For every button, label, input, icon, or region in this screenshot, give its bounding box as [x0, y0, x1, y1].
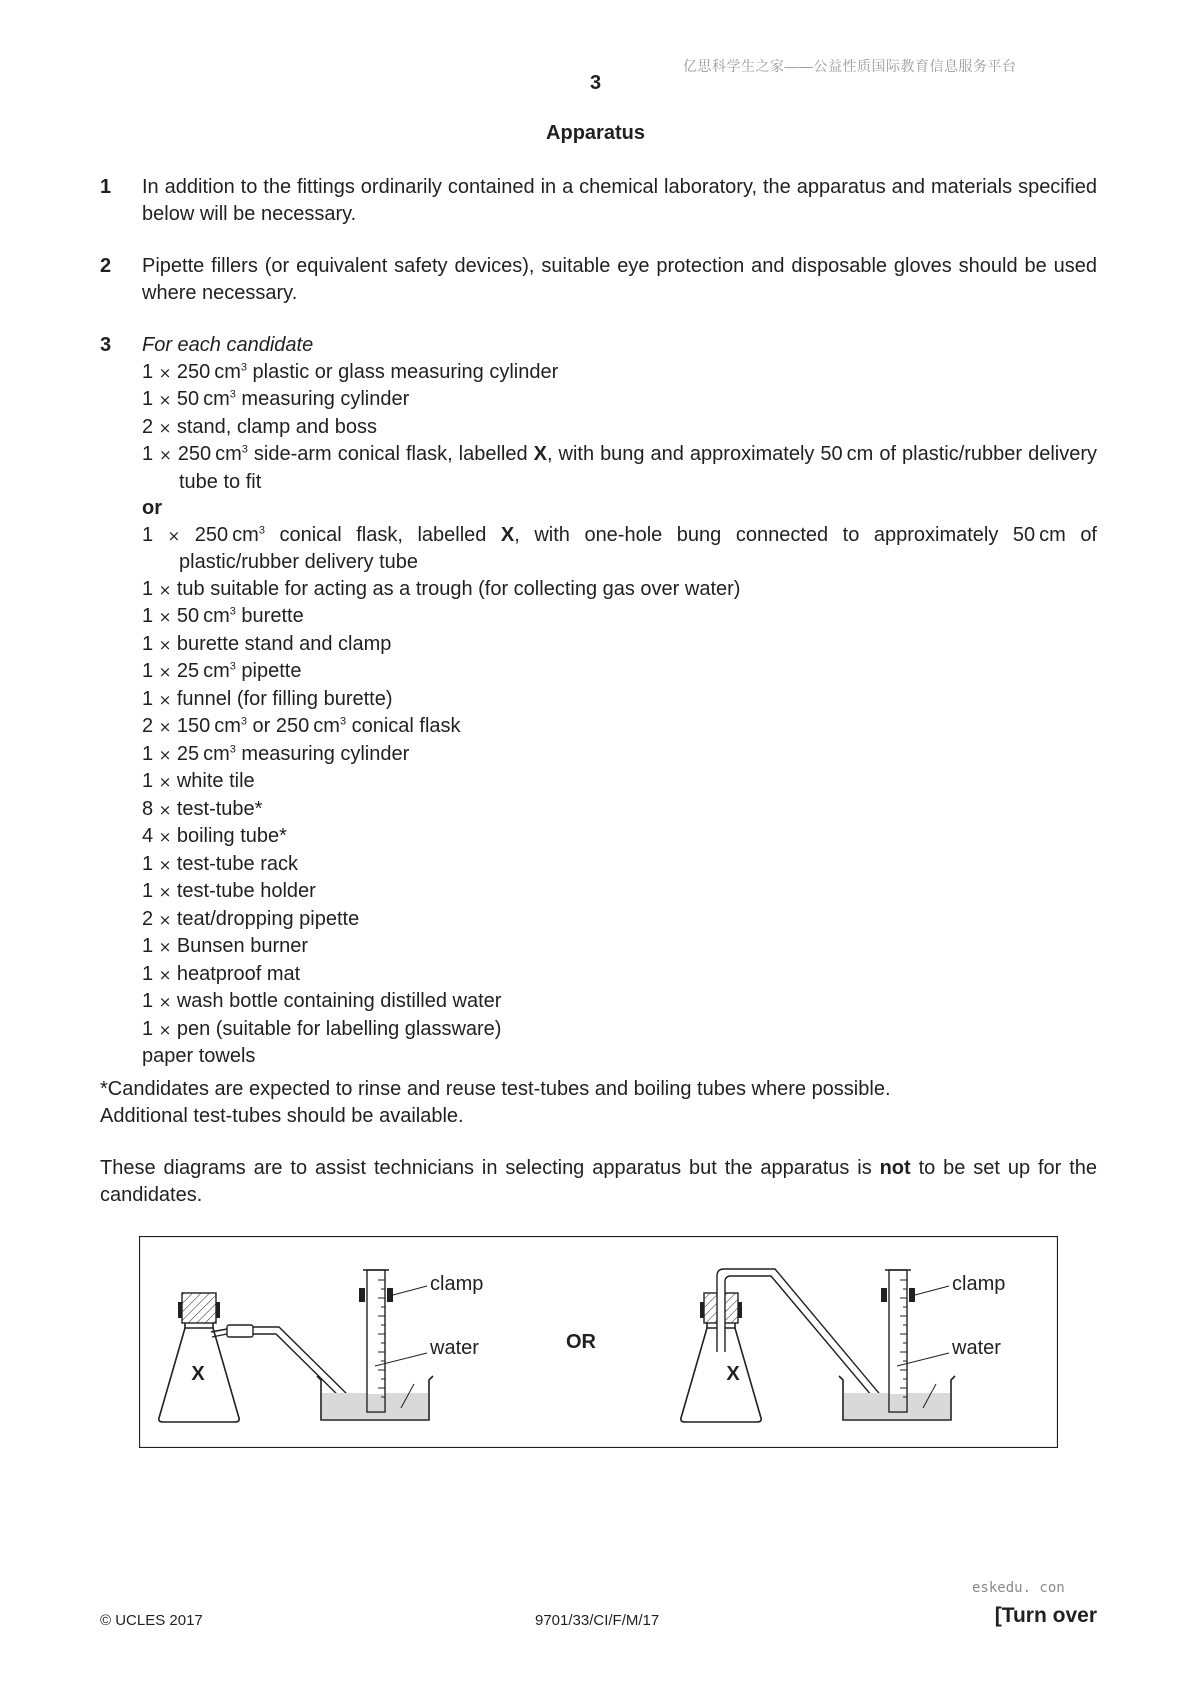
times-symbol: × — [158, 773, 172, 791]
times-symbol: × — [158, 965, 172, 984]
list-item: 1 × Bunsen burner — [142, 935, 309, 957]
apparatus-diagram — [139, 1236, 1058, 1448]
section-heading: Apparatus — [546, 122, 645, 144]
times-symbol: × — [158, 1020, 172, 1039]
quantity: 1 — [142, 852, 154, 875]
list-item: 1 × test-tube rack — [142, 852, 298, 875]
list-item: 1 × 25 $cm^3$ measuring cylinder — [142, 742, 410, 765]
times-symbol: × — [158, 608, 172, 626]
measuring-cylinder — [367, 1270, 385, 1412]
side-arm-flask-setup — [159, 1270, 484, 1422]
times-symbol: × — [158, 993, 172, 1011]
clamp-label: clamp — [430, 1273, 484, 1295]
or-separator: or — [142, 497, 162, 519]
or-label: OR — [566, 1331, 596, 1353]
item-text: Pipette fillers (or equivalent safety devices), suitable eye protection and disposable gloves should be used where necessary. — [142, 255, 1097, 304]
water-label: water — [952, 1337, 1001, 1359]
list-item: 2 × 150 $cm^3$ or 250 $cm^3$ conical flask — [142, 715, 461, 737]
list-item: 1 × wash bottle containing distilled water — [142, 990, 502, 1012]
diagram-note: These diagrams are to assist technicians in selecting apparatus but the apparatus is not to be set up for the candidates. — [100, 1157, 1097, 1206]
quantity: 1 — [142, 990, 154, 1012]
rubber-connector — [227, 1325, 253, 1337]
paper-code: 9701/33/CI/F/M/17 — [535, 1612, 660, 1629]
water-label: water — [430, 1337, 479, 1359]
times-symbol: × — [158, 883, 172, 901]
times-symbol: × — [158, 635, 172, 654]
quantity: 1 — [142, 388, 154, 410]
list-item: 1 × 25 $cm^3$ pipette — [142, 660, 302, 682]
page-number: 3 — [589, 72, 602, 94]
times-symbol: × — [158, 910, 172, 929]
times-symbol: × — [158, 391, 172, 409]
quantity: 1 — [142, 632, 154, 655]
note-line: *Candidates are expected to rinse and reuse test-tubes and boiling tubes where possible. — [100, 1078, 891, 1100]
list-item: 1 × 50 $cm^3$ measuring cylinder — [142, 388, 410, 410]
list-item: 1 × pen (suitable for labelling glassware) — [142, 1017, 502, 1040]
quantity: 1 — [142, 962, 154, 985]
list-item: 1 × white tile — [142, 770, 255, 792]
quantity: 1 — [142, 360, 154, 383]
times-symbol: × — [167, 526, 181, 545]
apparatus-diagram-svg — [139, 1236, 1058, 1448]
quantity: 1 — [142, 687, 154, 710]
watermark-text: 亿思科学生之家——公益性质国际教育信息服务平台 — [683, 58, 1017, 74]
times-symbol: × — [159, 446, 172, 464]
flask-label-x: X — [191, 1363, 205, 1385]
conical-flask-setup — [681, 1269, 1006, 1422]
apparatus-list — [142, 332, 1097, 1070]
emphasis-not: not — [879, 1157, 911, 1179]
note-paragraph — [100, 1076, 1097, 1129]
item-number: 2 — [100, 255, 112, 277]
times-symbol: × — [158, 690, 172, 709]
measuring-cylinder — [889, 1270, 907, 1412]
list-item: 1 × 250 $cm^3$ conical flask, labelled X, with one-hole bung connected to approximately 50 cm of plastic/rubber delivery tube — [142, 523, 1097, 573]
list-item: 1 × 250 $cm^3$ side-arm conical flask, labelled X, with bung and approximately 50 cm of plastic/rubber delivery tube to fit — [142, 443, 1097, 493]
item-3 — [100, 332, 1097, 1070]
list-item: 8 × test-tube* — [142, 797, 263, 820]
times-symbol: × — [158, 580, 172, 599]
list-item: 4 × boiling tube* — [142, 825, 287, 847]
clamp-jaw — [881, 1288, 887, 1302]
item-2 — [100, 253, 1097, 306]
copyright: © UCLES 2017 — [100, 1612, 203, 1629]
list-item: 1 × tub suitable for acting as a trough (for collecting gas over water) — [142, 577, 741, 600]
quantity: 2 — [142, 907, 154, 930]
quantity: 1 — [142, 523, 154, 546]
times-symbol: × — [158, 800, 172, 819]
flask-label-x: X — [726, 1363, 740, 1385]
list-item: paper towels — [142, 1045, 256, 1067]
times-symbol: × — [158, 938, 172, 956]
times-symbol: × — [158, 418, 172, 437]
bung — [182, 1293, 216, 1323]
list-item: 1 × burette stand and clamp — [142, 632, 392, 655]
list-item: 2 × teat/dropping pipette — [142, 907, 360, 930]
item-1 — [100, 174, 1097, 227]
list-item: 1 × funnel (for filling burette) — [142, 687, 393, 710]
quantity: 8 — [142, 797, 154, 820]
item-number: 3 — [100, 334, 112, 356]
item-number: 1 — [100, 176, 112, 198]
item-text: In addition to the fittings ordinarily contained in a chemical laboratory, the apparatus and materials specified below will be necessary. — [142, 176, 1097, 225]
quantity: 1 — [142, 770, 154, 792]
turn-over: [Turn over — [994, 1604, 1097, 1627]
times-symbol: × — [158, 363, 172, 382]
times-symbol: × — [158, 828, 172, 846]
quantity: 1 — [142, 935, 154, 957]
quantity: 1 — [142, 880, 154, 902]
quantity: 1 — [142, 742, 154, 765]
times-symbol: × — [158, 718, 172, 736]
quantity: 1 — [142, 605, 154, 627]
quantity: 2 — [142, 415, 154, 438]
times-symbol: × — [158, 745, 172, 764]
note-line: Additional test-tubes should be available. — [100, 1104, 464, 1127]
quantity: 1 — [142, 660, 154, 682]
clamp-label: clamp — [952, 1273, 1006, 1295]
list-intro: For each candidate — [142, 334, 314, 356]
times-symbol: × — [158, 855, 172, 874]
list-item: 1 × test-tube holder — [142, 880, 316, 902]
times-symbol: × — [158, 663, 172, 681]
quantity: 1 — [142, 443, 154, 465]
list-item: 1 × 250 $cm^3$ plastic or glass measuring cylinder — [142, 360, 559, 383]
quantity: 1 — [142, 577, 154, 600]
list-item: 1 × 50 $cm^3$ burette — [142, 605, 304, 627]
site-watermark: eskedu. con — [972, 1580, 1065, 1596]
list-item: 2 × stand, clamp and boss — [142, 415, 377, 438]
quantity: 1 — [142, 1017, 154, 1040]
clamp-jaw — [359, 1288, 365, 1302]
quantity: 4 — [142, 825, 154, 847]
list-item: 1 × heatproof mat — [142, 962, 301, 985]
quantity: 2 — [142, 715, 154, 737]
